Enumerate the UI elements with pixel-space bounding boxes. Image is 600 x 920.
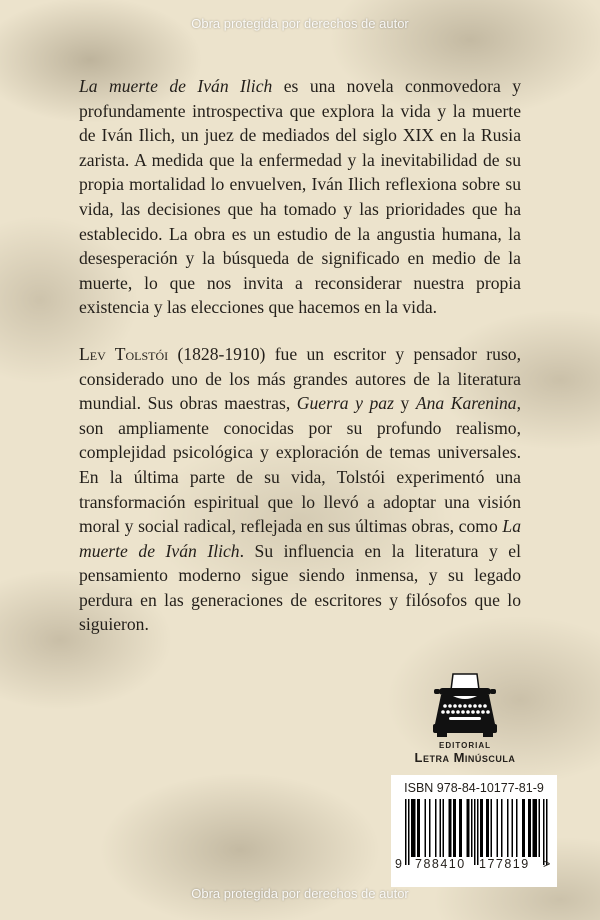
barcode-bar [435, 799, 437, 857]
barcode-bar [546, 799, 548, 865]
barcode-digits [391, 857, 557, 875]
publisher-label: EDITORIAL [439, 741, 491, 750]
barcode-bar [528, 799, 530, 857]
work-title: Ana Karenina [415, 393, 517, 414]
barcode-bar [501, 799, 503, 857]
barcode-bar [516, 799, 518, 857]
barcode-bar [536, 799, 538, 857]
book-title: La muerte de Iván Ilich [79, 76, 273, 96]
watermark-top: Obra protegida por derechos de autor [191, 16, 409, 31]
barcode-bar [405, 799, 407, 865]
barcode-bar [468, 799, 470, 857]
barcode-bar [486, 799, 488, 857]
barcode-bar [453, 799, 455, 857]
barcode-right-group: 177819 [479, 857, 530, 871]
barcode-bar [522, 799, 524, 857]
barcode-bar [425, 799, 427, 857]
barcode-bar [429, 799, 431, 857]
barcode-bar [413, 799, 415, 857]
author-bio-text: , son ampliamente conocidas por su profundo realismo, complejidad psicológica y exploración de temas universales. En la última parte de su vida, Tolstói experimentó una transformación espiritual que lo llevó a adoptar una visión moral y social radical, reflejada en sus últimas obras, como [79, 393, 521, 537]
barcode-bar [419, 799, 421, 857]
barcode-bar [471, 799, 473, 857]
work-title: La muerte de Iván Ilich [79, 516, 521, 561]
barcode-bar [488, 799, 490, 857]
barcode-bar [491, 799, 493, 857]
barcode-bar [534, 799, 536, 857]
work-title: Guerra y paz [296, 393, 394, 414]
isbn-barcode [391, 775, 557, 887]
barcode-quiet-mark: > [543, 857, 551, 871]
watermark-bottom: Obra protegida por derechos de autor [191, 886, 409, 901]
publisher-logo [405, 672, 525, 765]
author-bio-text: . Su influencia en la literatura y el pensamiento moderno sigue siendo inmensa, y su legado perdura en las generaciones de escritores y filósofos que lo siguieron. [79, 540, 521, 635]
synopsis-paragraph [79, 74, 521, 320]
barcode-bar [440, 799, 442, 857]
author-bio-text: (1828-1910) fue un escritor y pensador ruso, considerado uno de los más grandes autores de la literatura mundial. Sus obras maestras, [79, 343, 522, 414]
publisher-name: Letra Minúscula [414, 750, 516, 765]
barcode-bar [459, 799, 461, 857]
barcode-bar [507, 799, 509, 857]
barcode-bar [480, 799, 482, 857]
barcode-bar [543, 799, 545, 865]
back-cover-text [79, 74, 521, 637]
author-paragraph [79, 342, 521, 637]
barcode-bar [461, 799, 463, 857]
barcode-bar [524, 799, 526, 857]
barcode-bar [533, 799, 535, 857]
typewriter-icon [431, 672, 499, 738]
barcode-bar [443, 799, 445, 857]
barcode-bar [450, 799, 452, 857]
barcode-bar [477, 799, 479, 865]
barcode-bar [417, 799, 419, 857]
synopsis-text: es una novela conmovedora y profundamente introspectiva que explora la vida y la muerte de Iván Ilich, un juez de mediados del siglo XIX en la Rusia zarista. A medida que la enfermedad y la inevitabilidad de su propia mortalidad lo envuelven, Iván Ilich reflexiona sobre su vida, las decisiones que ha tomado y las prioridades que ha establecido. La obra es un estudio de la angustia humana, la desesperación y la búsqueda de significado en medio de la muerte, lo que nos invita a reconsiderar nuestra propia existencia y las elecciones que hacemos en la vida. [79, 76, 522, 318]
isbn-label: ISBN 978-84-10177-81-9 [404, 781, 544, 795]
barcode-first-digit: 9 [395, 857, 402, 871]
barcode-bar [449, 799, 451, 857]
barcode-bar [482, 799, 484, 857]
barcode-bar [497, 799, 499, 857]
barcode-bar [467, 799, 469, 857]
barcode-bar [455, 799, 457, 857]
barcode-bar [530, 799, 532, 857]
author-name: Lev Tolstói [79, 343, 169, 364]
barcode-bar [408, 799, 410, 865]
barcode-bar [512, 799, 514, 857]
barcode-bar [411, 799, 413, 857]
author-bio-text: y [393, 393, 416, 414]
barcode-bar [474, 799, 476, 865]
barcode-bar [539, 799, 541, 857]
barcode-bar [414, 799, 416, 857]
barcode-left-group: 788410 [415, 857, 466, 871]
